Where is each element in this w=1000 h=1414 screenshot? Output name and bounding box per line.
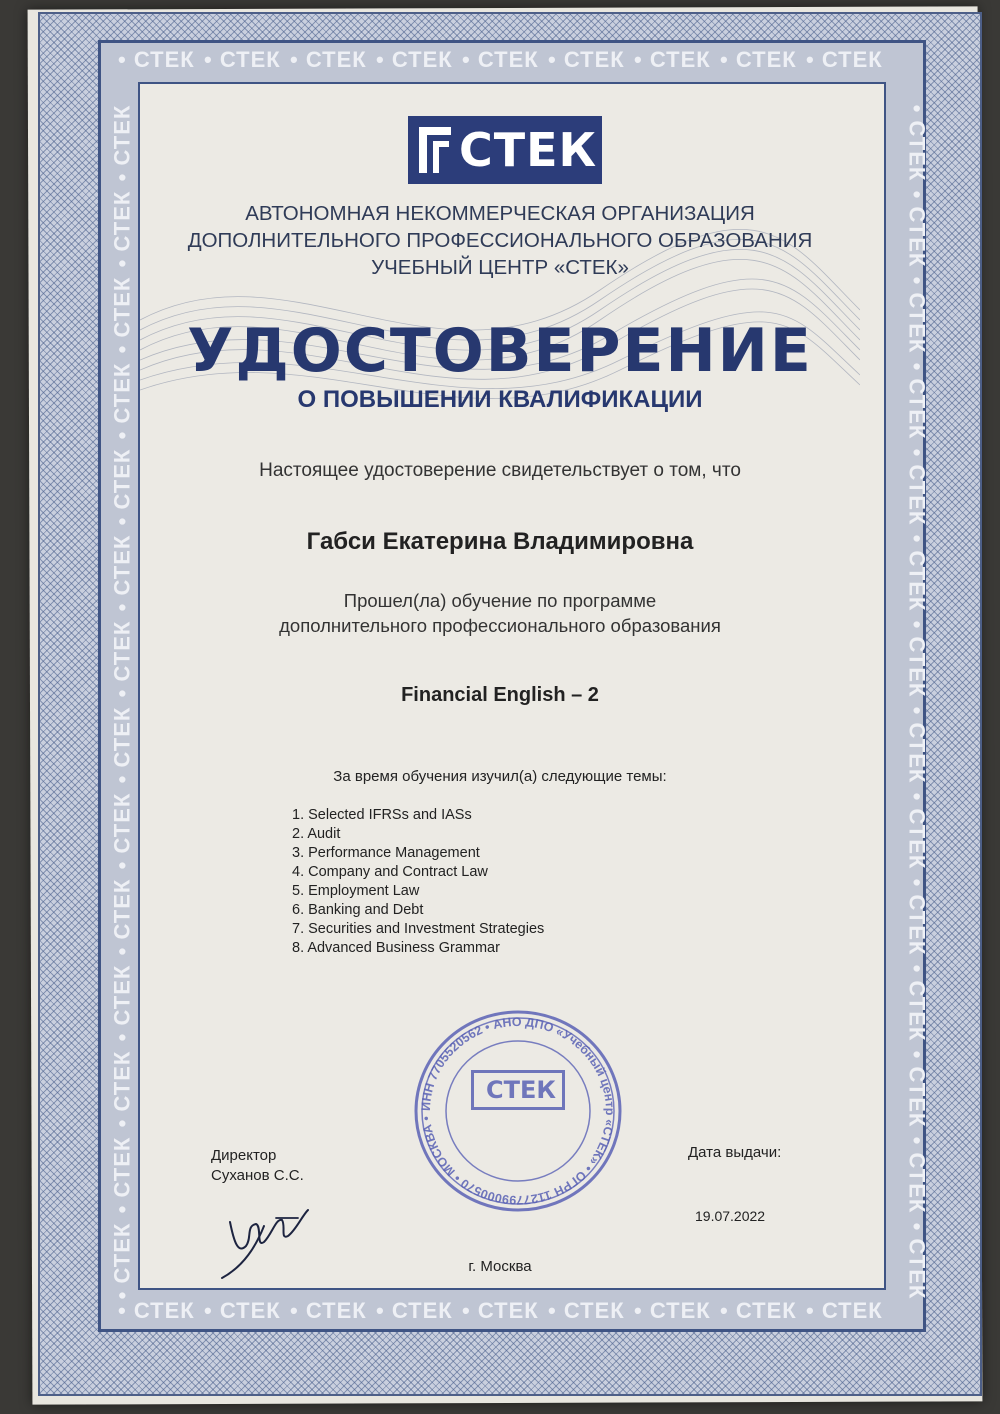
official-stamp [412, 1008, 624, 1214]
watermark-word: • СТЕК [376, 1298, 453, 1323]
watermark-word: • СТЕК [904, 534, 930, 612]
watermark-word: • СТЕК [118, 1298, 195, 1323]
topic-item: 3. Performance Management [292, 845, 480, 861]
watermark-word: • СТЕК [109, 620, 135, 698]
watermark-word: • СТЕК [904, 448, 930, 526]
watermark-word: • СТЕК [904, 1136, 930, 1214]
watermark-word: • СТЕК [204, 1298, 281, 1323]
topic-item: 8. Advanced Business Grammar [292, 940, 500, 956]
director-name: Суханов С.С. [211, 1167, 304, 1184]
watermark-word: • СТЕК [109, 104, 135, 182]
director-block [211, 1146, 304, 1186]
certificate-subtitle: О ПОВЫШЕНИИ КВАЛИФИКАЦИИ [297, 386, 703, 413]
watermark-word: • СТЕК [109, 362, 135, 440]
watermark-word: • СТЕК [109, 534, 135, 612]
watermark-word: • СТЕК [548, 47, 625, 72]
topic-item: 5. Employment Law [292, 883, 420, 899]
director-title: Директор [211, 1147, 277, 1164]
program-description [0, 588, 1000, 638]
watermark-word: • СТЕК [109, 792, 135, 870]
watermark-word: • СТЕК [904, 620, 930, 698]
watermark-word: • СТЕК [904, 362, 930, 440]
watermark-word: • СТЕК [720, 47, 797, 72]
watermark-word: • СТЕК [109, 964, 135, 1042]
watermark-word: • СТЕК [376, 47, 453, 72]
organization-line: АВТОНОМНАЯ НЕКОММЕРЧЕСКАЯ ОРГАНИЗАЦИЯ [245, 202, 755, 225]
watermark-word: • СТЕК [462, 1298, 539, 1323]
watermark-word: • СТЕК [109, 1050, 135, 1128]
watermark-word: • СТЕК [806, 47, 883, 72]
logo-mark-inner-icon [433, 141, 449, 173]
watermark-word: • СТЕК [118, 47, 195, 72]
certificate-title: УДОСТОВЕРЕНИЕ [187, 316, 813, 386]
watermark-word: • СТЕК [109, 1136, 135, 1214]
topic-item: 2. Audit [292, 826, 341, 842]
stek-logo [408, 116, 602, 184]
course-title: Financial English – 2 [401, 684, 599, 706]
topics-heading: За время обучения изучил(а) следующие темы: [333, 768, 667, 785]
watermark-word: • СТЕК [904, 276, 930, 354]
intro-text: Настоящее удостоверение свидетельствует о том, что [259, 460, 741, 481]
watermark-word: • СТЕК [904, 190, 930, 268]
program-line: дополнительного профессионального образования [279, 615, 721, 636]
topics-list [292, 806, 544, 958]
topic-item: 4. Company and Contract Law [292, 864, 488, 880]
topic-item: 6. Banking and Debt [292, 902, 424, 918]
organization-name [0, 200, 1000, 281]
recipient-name: Габси Екатерина Владимировна [306, 528, 694, 555]
organization-line: ДОПОЛНИТЕЛЬНОГО ПРОФЕССИОНАЛЬНОГО ОБРАЗОВАНИЯ [187, 229, 813, 252]
watermark-word: • СТЕК [290, 1298, 367, 1323]
program-line: Прошел(ла) обучение по программе [343, 590, 657, 611]
watermark-word: • СТЕК [904, 104, 930, 182]
stamp-logo: СТЕК [471, 1070, 565, 1110]
stamp-text: ИНН 7705520562 • АНО ДПО «Учебный центр «СТЕК» • ОГРН 1127799000570 • МОСКВА • [418, 1014, 618, 1208]
watermark-word: • СТЕК [109, 878, 135, 956]
logo-text: СТЕК [459, 123, 598, 177]
watermark-word: • СТЕК [904, 792, 930, 870]
watermark-word: • СТЕК [634, 1298, 711, 1323]
watermark-word: • СТЕК [904, 878, 930, 956]
organization-line: УЧЕБНЫЙ ЦЕНТР «СТЕК» [371, 256, 629, 279]
svg-text:ИНН 7705520562 • АНО ДПО «Учеб [419, 1015, 617, 1207]
watermark-word: • СТЕК [904, 1050, 930, 1128]
watermark-word: • СТЕК [806, 1298, 883, 1323]
watermark-word: • СТЕК [904, 964, 930, 1042]
watermark-word: • СТЕК [462, 47, 539, 72]
watermark-word: • СТЕК [109, 190, 135, 268]
watermark-word: • СТЕК [109, 706, 135, 784]
watermark-word: • СТЕК [290, 47, 367, 72]
watermark-word: • СТЕК [904, 1222, 930, 1300]
watermark-word: • СТЕК [904, 706, 930, 784]
issue-date: 19.07.2022 [695, 1208, 766, 1224]
issue-date-label: Дата выдачи: [688, 1144, 782, 1161]
issue-city: г. Москва [468, 1258, 532, 1275]
watermark-word: • СТЕК [548, 1298, 625, 1323]
watermark-word: • СТЕК [204, 47, 281, 72]
watermark-word: • СТЕК [109, 276, 135, 354]
watermark-word: • СТЕК [720, 1298, 797, 1323]
watermark-word: • СТЕК [109, 1222, 135, 1300]
topic-item: 7. Securities and Investment Strategies [292, 921, 545, 937]
watermark-word: • СТЕК [634, 47, 711, 72]
watermark-word: • СТЕК [109, 448, 135, 526]
topic-item: 1. Selected IFRSs and IASs [292, 807, 472, 823]
